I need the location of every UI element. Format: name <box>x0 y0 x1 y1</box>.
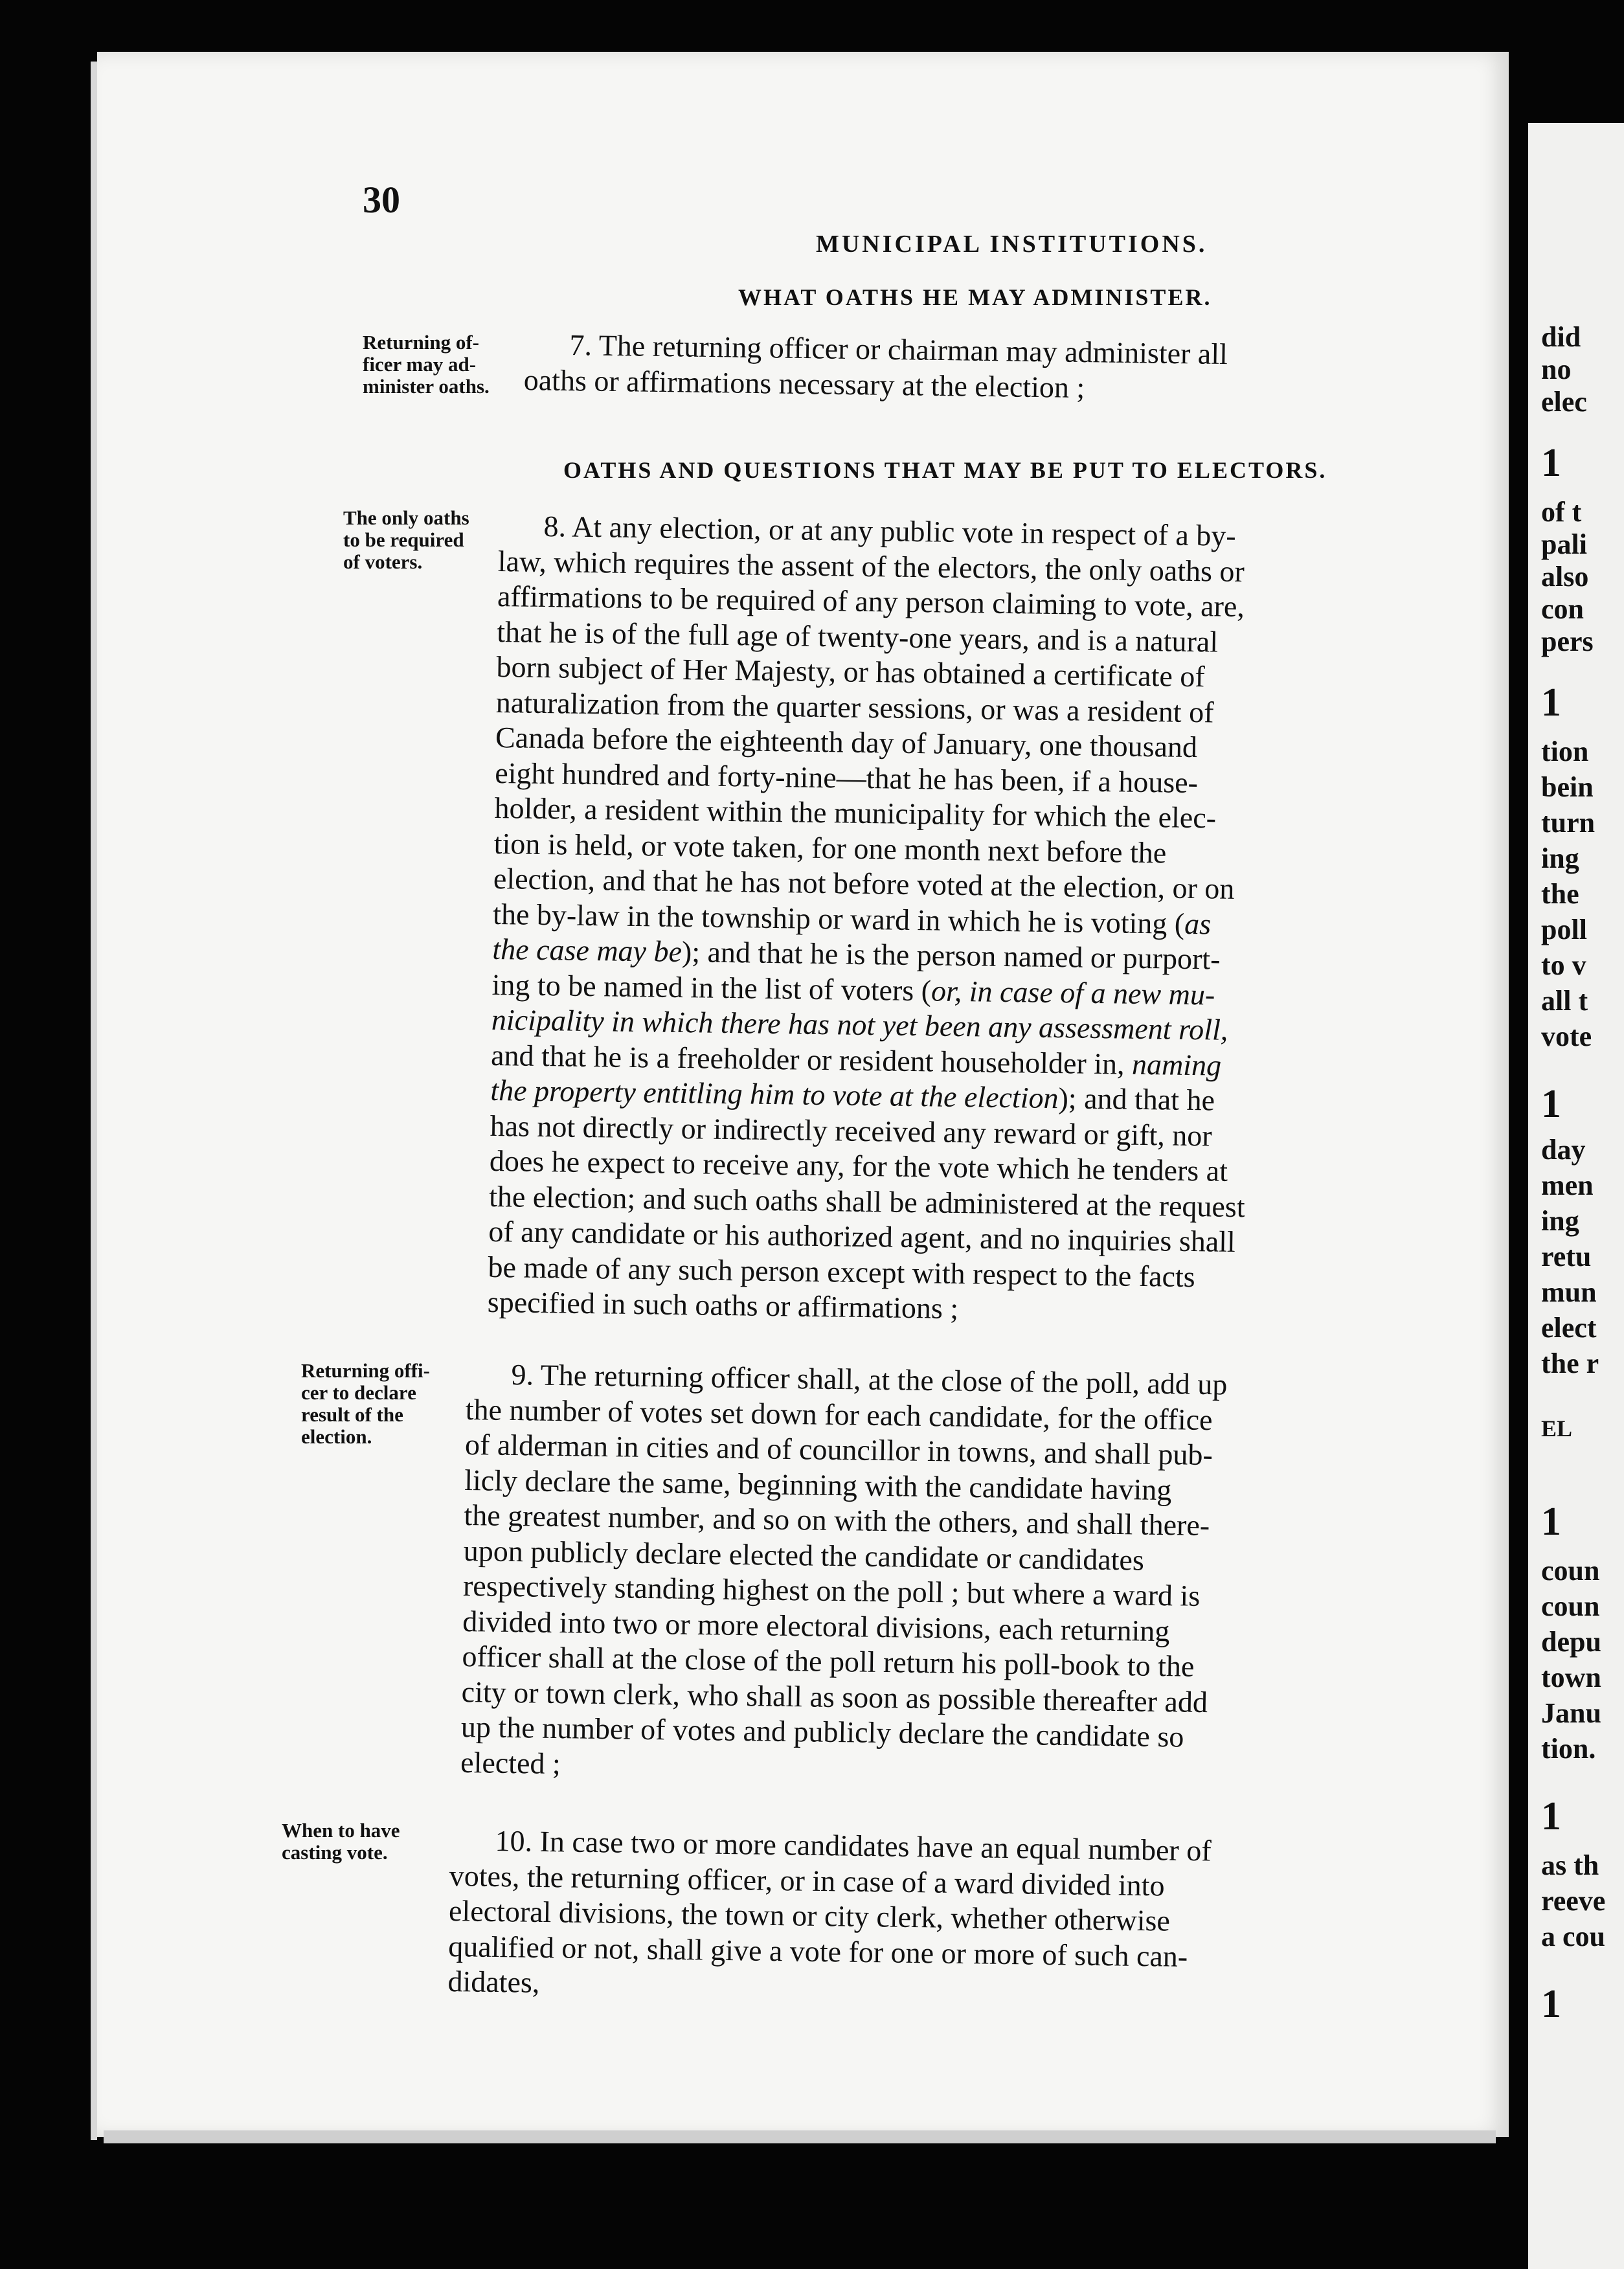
section-7-paragraph: 7. The returning officer or chairman may administer all oaths or affirmations necessary at the election ; <box>523 328 1228 404</box>
running-head: MUNICIPAL INSTITUTIONS. <box>816 231 1208 258</box>
margin-note-only-oaths: The only oaths to be required of voters. <box>343 506 469 573</box>
p8-line-17: the property entitling him to vote at the election); and that he <box>490 1073 1215 1117</box>
section-heading-administer: WHAT OATHS HE MAY ADMINISTER. <box>738 284 1212 310</box>
margin-note-casting-vote: When to have casting vote. <box>282 1819 400 1864</box>
section-9-paragraph: 9. The returning officer shall, at the close of the poll, add up the number of votes set down for each candidate, for the office of alderman in cities and of councillor in towns, and shall pub- licly declare the same, beginning with the candidate having the greatest number, and so on with the others, and shall there- upon publicly declare elected the candidate or candidates respectively standing highest on the poll ; but where a ward is divided into two or more electoral divisions, each returning officer shall at the close of the poll return his poll-book to the city or town clerk, who shall as soon as possible thereafter add up the number of votes and publicly declare the candidate so elected ; <box>460 1357 1228 1780</box>
margin-note-declare-result: Returning offi- cer to declare result of the election. <box>301 1359 430 1448</box>
p8-line-12: the by-law in the township or ward in which he is voting (as <box>492 897 1212 940</box>
section-8-paragraph: 8. At any election, or at any public vote in respect of a by- law, which requires the assent of the electors, the only oaths or affirmations to be required of any person claiming to vote, are, that he is of the full age of twenty-one years, and is a natural born subject of Her Majesty, or has obtained a certificate of naturalization from the quarter sessions, or was a resident of Canada before the eighteenth day of January, one thousand eight hundred and forty-nine—that he has been, if a house- holder, a resident within the municipality for which the elec- tion is held, or vote taken, for one month next before the election, and that he has not before voted at the election, or on the by-law in the township or ward in which he is voting (as the case may be); and that he is the person named or purport- ing to be named in the list of voters (or, in case of a new mu- nicipality in which there has not yet been any assessment roll, and that he is a freeholder or resident householder in, naming the property entitling him to vote at the election); and that he has not directly or indirectly received any reward or gift, nor does he expect to receive any, for the vote which he tenders at the election; and such oaths shall be administered at the request of any candidate or his authorized agent, and no inquiries shall be made of any such person except with respect to the facts specified in such oaths or affirmations ; <box>487 508 1443 1333</box>
p8-line-16: and that he is a freeholder or resident householder in, naming <box>490 1038 1222 1082</box>
p8-line-13: the case may be); and that he is the person named or purport- <box>492 932 1221 976</box>
page-edge <box>91 62 97 2140</box>
section-10-paragraph: 10. In case two or more candidates have an equal number of votes, the returning officer, or in case of a ward divided into electoral divisions, the town or city clerk, whether otherwise qualified or not, shall give a vote for one or more of such can- didates, <box>447 1823 1212 1999</box>
section-heading-oaths: OATHS AND QUESTIONS THAT MAY BE PUT TO ELECTORS. <box>563 457 1327 483</box>
facing-page: did no elec 1 of t pali also con pers 1 tion bein turn ing the poll to v all t vote 1 day men ing retu mun elect the r EL 1 coun coun depu town Janu tion. 1 as th reeve a cou 1 <box>1528 123 1624 2269</box>
page-number: 30 <box>363 179 400 221</box>
page-bottom-edge <box>104 2130 1496 2143</box>
margin-note-returning-officer: Returning of- ficer may ad- minister oaths. <box>363 331 490 398</box>
p8-line-14: ing to be named in the list of voters (or, in case of a new mu- <box>491 967 1215 1011</box>
